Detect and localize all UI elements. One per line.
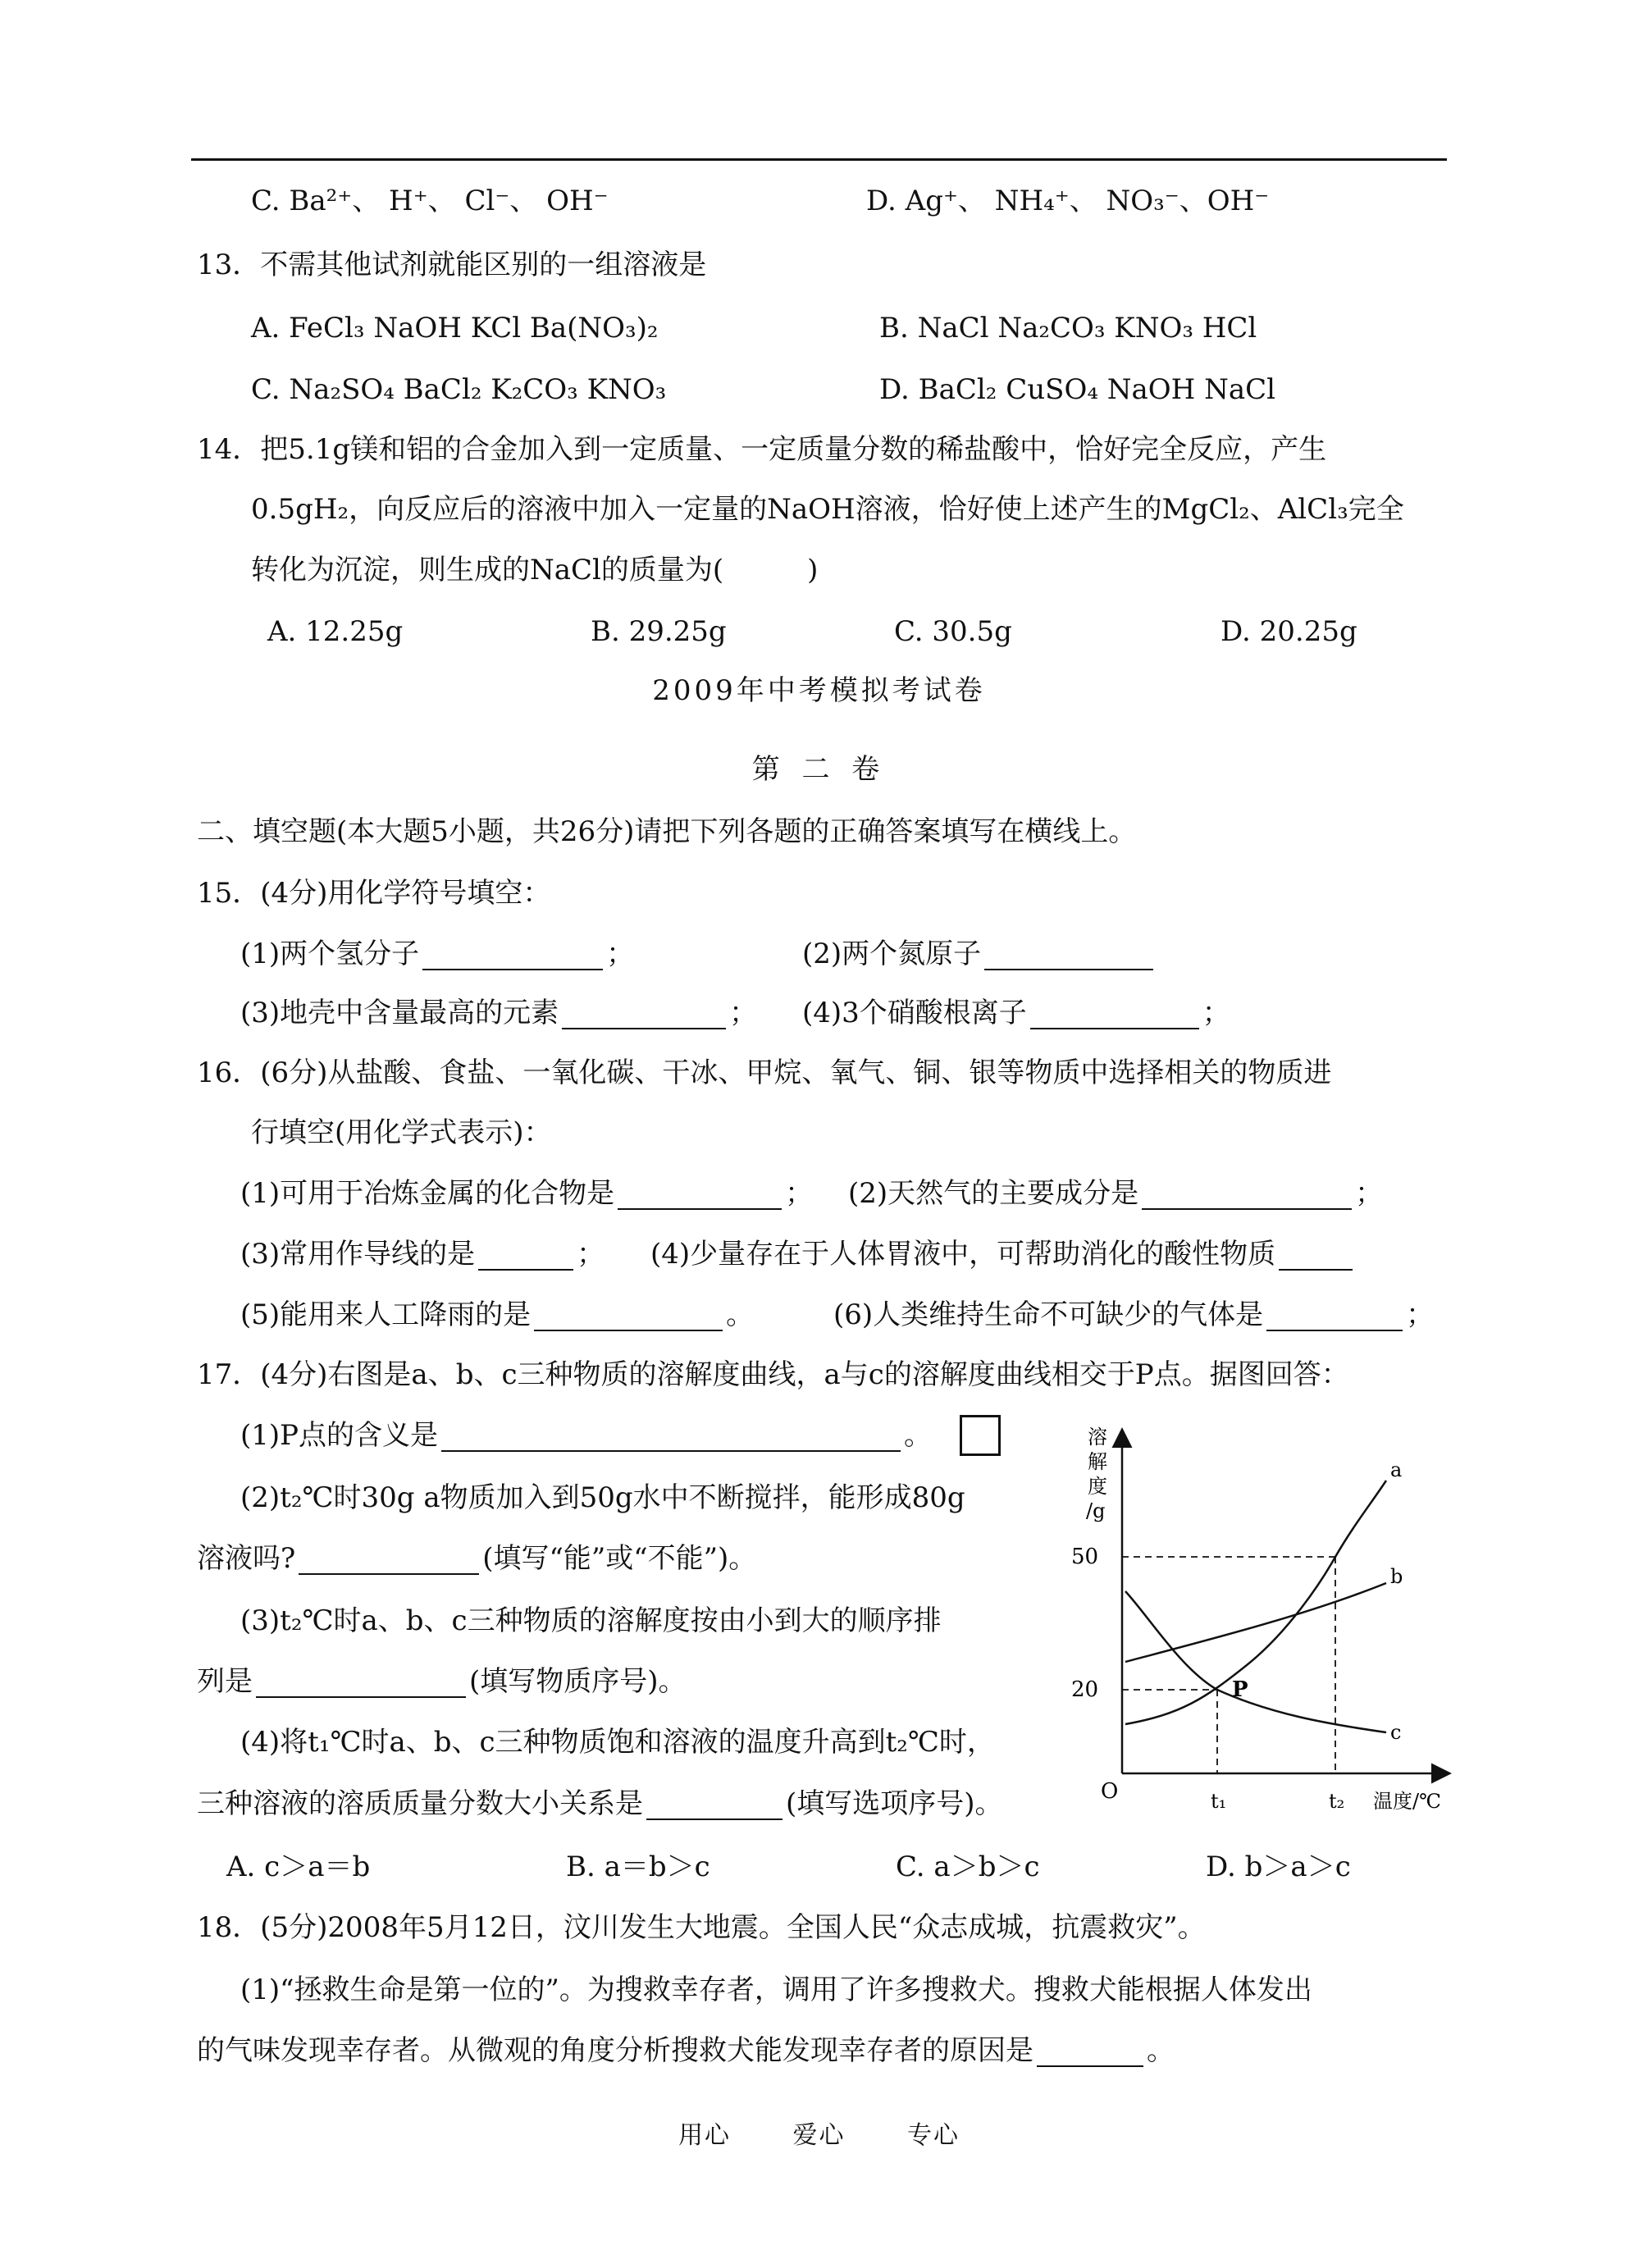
y-axis-label-char: /g bbox=[1086, 1499, 1106, 1522]
x-tick-label: t₁ bbox=[1211, 1790, 1227, 1813]
q18-part-1-line-1: (1)“拯救生命是第一位的”。为搜救幸存者，调用了许多搜救犬。搜救犬能根据人体发出 bbox=[240, 1974, 1312, 2006]
curve-label-c: c bbox=[1390, 1721, 1402, 1744]
answer-blank[interactable] bbox=[562, 1000, 726, 1029]
y-axis-label-char: 度 bbox=[1088, 1475, 1107, 1498]
page-footer bbox=[0, 2115, 1638, 2151]
q12-option-d: D. Ag⁺、 NH₄⁺、 NO₃⁻、OH⁻ bbox=[866, 185, 1270, 217]
q14-line-2: 0.5gH₂，向反应后的溶液中加入一定量的NaOH溶液，恰好使上述产生的MgCl₂、AlCl₃完全 bbox=[251, 493, 1404, 526]
answer-blank[interactable] bbox=[1279, 1241, 1353, 1271]
q17-part-4-line-1: (4)将t₁℃时a、b、c三种物质饱和溶液的温度升高到t₂℃时， bbox=[240, 1726, 995, 1759]
answer-blank[interactable] bbox=[478, 1241, 573, 1271]
answer-box[interactable] bbox=[960, 1415, 1001, 1456]
q12-option-c: C. Ba²⁺、 H⁺、 Cl⁻、 OH⁻ bbox=[251, 185, 609, 217]
curve-label-b: b bbox=[1390, 1565, 1403, 1588]
q13-option-a: A. FeCl₃ NaOH KCl Ba(NO₃)₂ bbox=[251, 312, 659, 345]
q17-part-2-line-1: (2)t₂℃时30g a物质加入到50g水中不断搅拌，能形成80g bbox=[240, 1481, 965, 1514]
q17-option-b: B. a＝b＞c bbox=[566, 1850, 710, 1883]
q15-part-1: (1)两个氢分子 ； bbox=[240, 938, 635, 970]
answer-blank[interactable] bbox=[299, 1545, 479, 1575]
q15-part-4: (4)3个硝酸根离子 ； bbox=[802, 997, 1230, 1029]
answer-blank[interactable] bbox=[646, 1791, 782, 1820]
curve-c bbox=[1125, 1591, 1386, 1732]
header-rule bbox=[191, 158, 1447, 161]
q17-stem: 17．(4分)右图是a、b、c三种物质的溶解度曲线，a与c的溶解度曲线相交于P点。据图回答： bbox=[197, 1358, 1349, 1391]
q17-part-4-line-2: 三种溶液的溶质质量分数大小关系是 (填写选项序号)。 bbox=[197, 1787, 1003, 1820]
y-tick-label: 20 bbox=[1071, 1677, 1099, 1702]
footer-text: 爱心 bbox=[792, 2121, 846, 2150]
section-instructions: 二、填空题(本大题5小题，共26分)请把下列各题的正确答案填写在横线上。 bbox=[197, 815, 1137, 848]
solubility-graph bbox=[1058, 1419, 1468, 1813]
x-tick-label: t₂ bbox=[1329, 1790, 1345, 1813]
q17-part-3-line-2: 列是 (填写物质序号)。 bbox=[197, 1665, 687, 1698]
q16-part-6: (6)人类维持生命不可缺少的气体是 ； bbox=[833, 1298, 1435, 1331]
q16-part-4: (4)少量存在于人体胃液中，可帮助消化的酸性物质 bbox=[650, 1238, 1356, 1271]
curve-label-a: a bbox=[1390, 1458, 1403, 1481]
answer-blank[interactable] bbox=[984, 941, 1153, 970]
q15-part-2: (2)两个氮原子 bbox=[802, 938, 1157, 970]
q17-option-d: D. b＞a＞c bbox=[1206, 1850, 1351, 1883]
q15-part-3: (3)地壳中含量最高的元素 ； bbox=[240, 997, 758, 1029]
y-axis-label-char: 溶 bbox=[1088, 1426, 1107, 1449]
q13-option-c: C. Na₂SO₄ BaCl₂ K₂CO₃ KNO₃ bbox=[251, 373, 667, 406]
footer-text: 用心 bbox=[678, 2121, 731, 2150]
q14-option-d: D. 20.25g bbox=[1221, 615, 1357, 648]
answer-blank[interactable] bbox=[441, 1422, 901, 1452]
answer-blank[interactable] bbox=[1266, 1302, 1403, 1331]
answer-blank[interactable] bbox=[422, 941, 603, 970]
q18-stem: 18．(5分)2008年5月12日，汶川发生大地震。全国人民“众志成城，抗震救灾”。 bbox=[197, 1911, 1206, 1944]
q17-part-1: (1)P点的含义是 。 bbox=[240, 1419, 933, 1452]
answer-blank[interactable] bbox=[1037, 2038, 1143, 2067]
q17-option-c: C. a＞b＞c bbox=[896, 1850, 1040, 1883]
q15-stem: 15．(4分)用化学符号填空： bbox=[197, 877, 551, 910]
curve-b bbox=[1125, 1583, 1386, 1662]
q16-part-3: (3)常用作导线的是 ； bbox=[240, 1238, 605, 1271]
answer-blank[interactable] bbox=[256, 1668, 466, 1698]
q17-option-a: A. c＞a＝b bbox=[226, 1850, 371, 1883]
q13-option-d: D. BaCl₂ CuSO₄ NaOH NaCl bbox=[879, 373, 1276, 406]
footer-text: 专心 bbox=[907, 2121, 960, 2150]
q16-part-5: (5)能用来人工降雨的是 。 bbox=[240, 1298, 755, 1331]
q14-option-b: B. 29.25g bbox=[591, 615, 727, 648]
curve-a bbox=[1125, 1481, 1386, 1724]
q14-line-3: 转化为沉淀，则生成的NaCl的质量为( ) bbox=[251, 554, 819, 586]
y-axis-label-char: 解 bbox=[1088, 1450, 1107, 1473]
q14-line-1: 14．把5.1g镁和铝的合金加入到一定质量、一定质量分数的稀盐酸中，恰好完全反应，产生 bbox=[197, 433, 1327, 466]
answer-blank[interactable] bbox=[534, 1302, 723, 1331]
y-tick-label: 50 bbox=[1071, 1545, 1099, 1569]
answer-blank[interactable] bbox=[1030, 1000, 1199, 1029]
origin-label: O bbox=[1101, 1779, 1119, 1804]
answer-blank[interactable] bbox=[618, 1180, 782, 1210]
point-p-label: P bbox=[1232, 1677, 1248, 1702]
q14-option-a: A. 12.25g bbox=[267, 615, 404, 648]
exam-title: 2009年中考模拟考试卷 bbox=[652, 674, 986, 707]
x-axis-label: 温度/℃ bbox=[1373, 1790, 1441, 1813]
q16-line-1: 16．(6分)从盐酸、食盐、一氧化碳、干冰、甲烷、氧气、铜、银等物质中选择相关的物质进 bbox=[197, 1056, 1332, 1089]
q14-option-c: C. 30.5g bbox=[894, 615, 1012, 648]
q16-line-2: 行填空(用化学式表示)： bbox=[251, 1116, 552, 1149]
q16-part-2: (2)天然气的主要成分是 ； bbox=[848, 1177, 1384, 1210]
answer-blank[interactable] bbox=[1142, 1180, 1352, 1210]
q13-option-b: B. NaCl Na₂CO₃ KNO₃ HCl bbox=[879, 312, 1257, 345]
q13-stem: 13．不需其他试剂就能区别的一组溶液是 bbox=[197, 249, 707, 281]
volume-title: 第 二 卷 bbox=[751, 753, 887, 786]
q18-part-1-line-2: 的气味发现幸存者。从微观的角度分析搜救犬能发现幸存者的原因是 。 bbox=[197, 2034, 1175, 2067]
q16-part-1: (1)可用于冶炼金属的化合物是 ； bbox=[240, 1177, 814, 1210]
q17-part-2-line-2: 溶液吗? (填写“能”或“不能”)。 bbox=[197, 1542, 757, 1575]
q17-part-3-line-1: (3)t₂℃时a、b、c三种物质的溶解度按由小到大的顺序排 bbox=[240, 1604, 942, 1637]
